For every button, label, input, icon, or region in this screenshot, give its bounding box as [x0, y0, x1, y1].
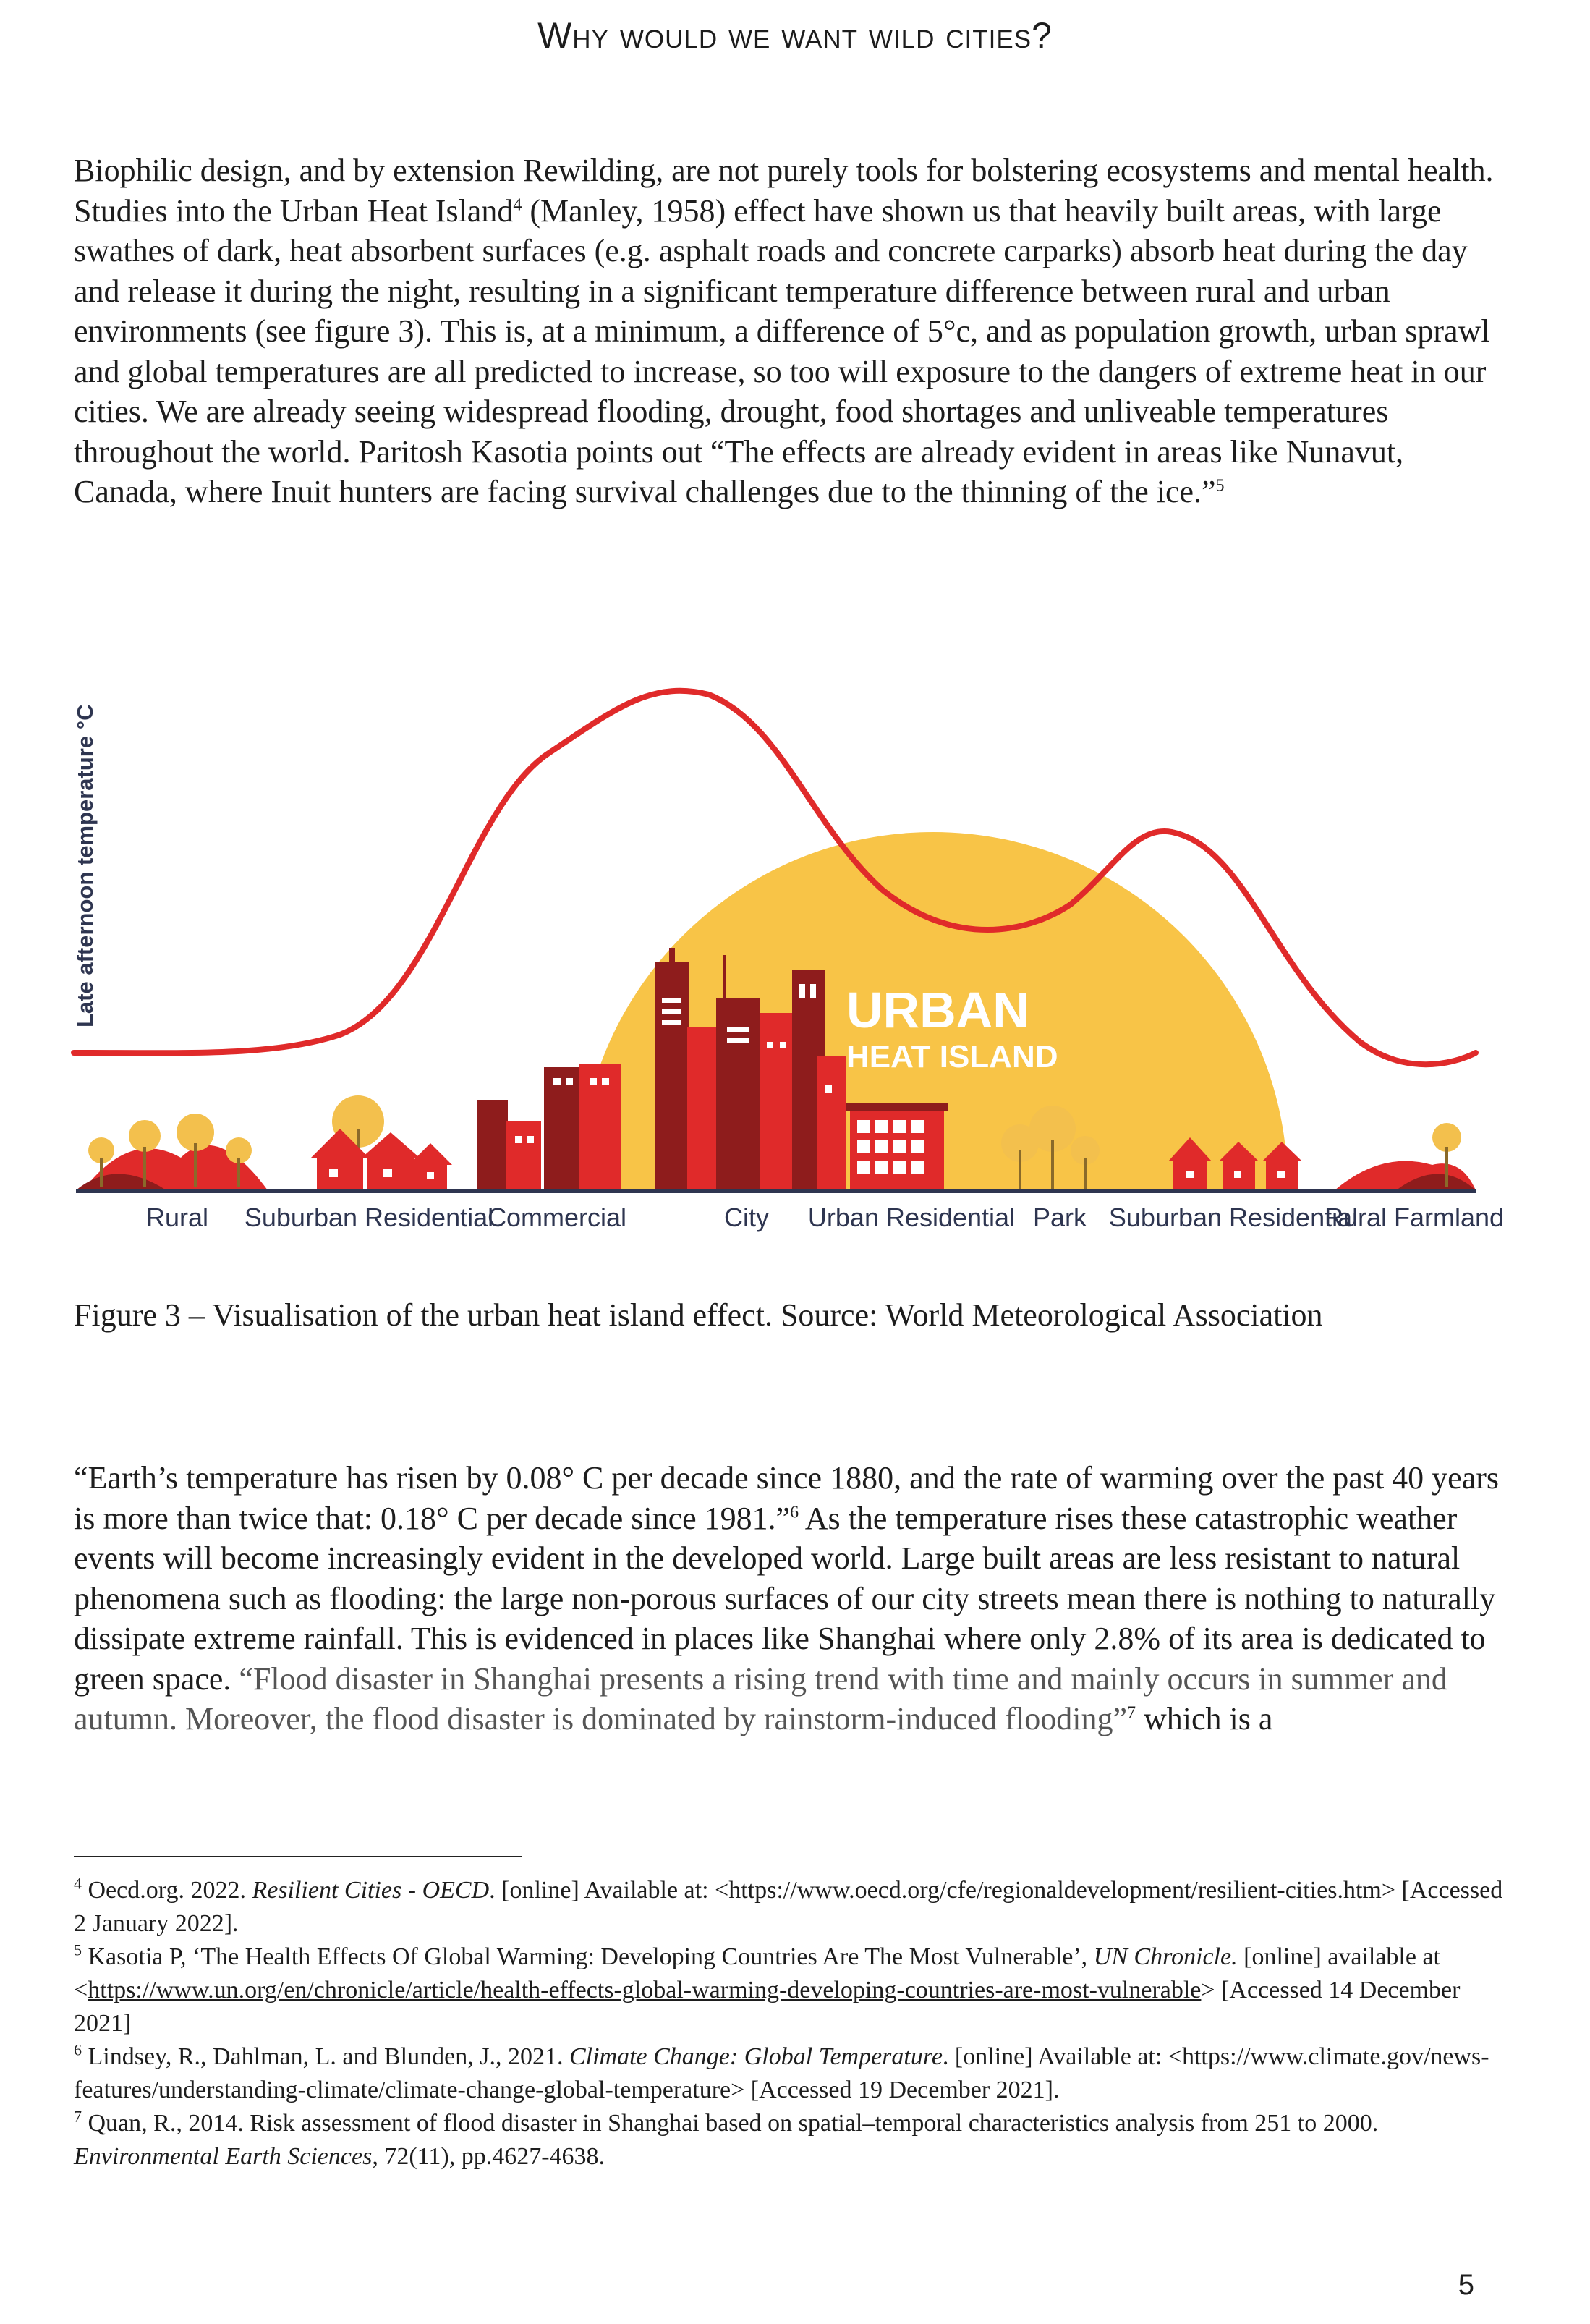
footnote-ref-7[interactable]: 7	[1127, 1703, 1136, 1723]
label-suburban-residential-left: Suburban Residential	[244, 1203, 494, 1232]
figure-caption: Figure 3 – Visualisation of the urban heat island effect. Source: World Meteorological Association	[74, 1297, 1323, 1333]
p2-text-d: which is a	[1136, 1701, 1273, 1736]
footnote-7	[74, 2107, 1513, 2174]
footnote-6	[74, 2040, 1513, 2107]
footnote-5-accessed: > [Accessed 14 December 2021]	[74, 1977, 1461, 2037]
p2-text-a: “Earth’s temperature has risen by 0.08° C per decade since 1880, and the rate of warming over the past 40 years is more than twice that: 0.18° C per decade since 1981.”	[74, 1460, 1500, 1536]
label-rural-farmland: Rural Farmland	[1324, 1203, 1505, 1232]
footnote-5-link[interactable]: https://www.un.org/en/chronicle/article/health-effects-global-warming-developing-countries-are-most-vulnerable	[88, 1977, 1202, 2003]
page-header: Why would we want wild cities?	[537, 15, 1053, 56]
footnote-5	[74, 1941, 1513, 2040]
footnote-7-title: Environmental Earth Sciences	[74, 2143, 373, 2170]
suburban-houses-right	[1168, 1137, 1302, 1190]
footnote-6-number: 6	[74, 2040, 82, 2059]
label-park: Park	[1032, 1203, 1087, 1232]
p1-text-a: Biophilic design, and by extension Rewilding, are not purely tools for bolstering ecosystems and mental health. Studies into the Urban Heat Island	[74, 153, 1494, 229]
footnote-divider	[74, 1856, 522, 1857]
p1-text-b: (Manley, 1958) effect have shown us that heavily built areas, with large swathes of dark, heat absorbent surfaces (e.g. asphalt roads and concrete carparks) absorb heat during the day and release it during the night, resulting in a significant temperature difference between rural and urban environments (see figure 3). This is, at a minimum, a difference of 5°c, and as population growth, urban sprawl and global temperatures are all predicted to increase, so too will exposure to the dangers of extreme heat in our cities. We are already seeing widespread flooding, drought, food shortages and unliveable temperatures throughout the world. Paritosh Kasotia points out “The effects are already evident in areas like Nunavut, Canada, where Inuit hunters are facing survival challenges due to the thinning of the ice.”	[74, 192, 1490, 509]
footnote-5-rest: [online] available at <	[74, 1943, 1441, 2003]
footnote-4-rest: . [online] Available at: <https://www.oecd.org/cfe/regionaldevelopment/resilient-cities.htm> [Accessed 2 January 2022].	[74, 1877, 1503, 1937]
urban-residential-block	[846, 1103, 948, 1190]
p2-quote-flood: “Flood disaster in Shanghai presents a rising trend with time and mainly occurs in summer and autumn. Moreover, the flood disaster is dominated by rainstorm-induced flooding”	[74, 1661, 1447, 1736]
footnote-4-title: Resilient Cities - OECD	[252, 1877, 490, 1904]
footnote-7-rest: , 72(11), pp.4627-4638.	[372, 2143, 605, 2170]
label-suburban-residential-right: Suburban Residential	[1108, 1203, 1359, 1232]
label-commercial: Commercial	[487, 1203, 627, 1232]
footnote-ref-4[interactable]: 4	[513, 195, 522, 214]
footnote-4-text: Oecd.org. 2022.	[88, 1877, 252, 1904]
commercial-buildings	[477, 1064, 621, 1190]
label-city: City	[724, 1203, 769, 1232]
footnote-5-number: 5	[74, 1941, 82, 1959]
footnotes	[74, 1874, 1513, 2174]
ground-line	[76, 1189, 1476, 1193]
heat-island-title: HEAT ISLAND	[846, 1039, 1058, 1074]
footnote-ref-6[interactable]: 6	[790, 1502, 799, 1522]
label-rural: Rural	[145, 1203, 209, 1232]
footnote-4	[74, 1874, 1513, 1941]
footnote-5-title: UN Chronicle.	[1093, 1943, 1238, 1970]
footnote-6-title: Climate Change: Global Temperature	[569, 2043, 943, 2070]
y-axis-label: Late afternoon temperature °C	[72, 704, 98, 1027]
paragraph-1	[74, 150, 1513, 512]
page-number: 5	[1458, 2269, 1474, 2301]
footnote-ref-5[interactable]: 5	[1215, 476, 1225, 496]
suburban-houses-left	[311, 1095, 452, 1190]
urban-title: URBAN	[846, 982, 1029, 1038]
footnote-7-number: 7	[74, 2107, 82, 2126]
footnote-5-text: Kasotia P, ‘The Health Effects Of Global Warming: Developing Countries Are The Most Vulnerable’,	[88, 1943, 1094, 1970]
urban-heat-island-figure	[0, 651, 1590, 1273]
footnote-6-text: Lindsey, R., Dahlman, L. and Blunden, J., 2021.	[88, 2043, 569, 2070]
paragraph-2	[74, 1458, 1513, 1739]
label-urban-residential: Urban Residential	[807, 1203, 1016, 1232]
footnote-4-number: 4	[74, 1874, 82, 1893]
p2-text-b: As the temperature rises these catastrophic weather events will become increasingly evident in the developed world. Large built areas are less resistant to natural phenomena such as flooding: the large non-porous surfaces of our city streets mean there is nothing to naturally dissipate extreme rainfall. This is evidenced in places like Shanghai where only 2.8% of its area is dedicated to green space.	[74, 1500, 1496, 1697]
footnote-6-rest: . [online] Available at: <https://www.climate.gov/news-features/understanding-climate/climate-change-global-temperature> [Accessed 19 December 2021].	[74, 2043, 1489, 2103]
footnote-7-text: Quan, R., 2014. Risk assessment of flood disaster in Shanghai based on spatial–temporal characteristics analysis from 251 to 2000.	[88, 2110, 1379, 2137]
